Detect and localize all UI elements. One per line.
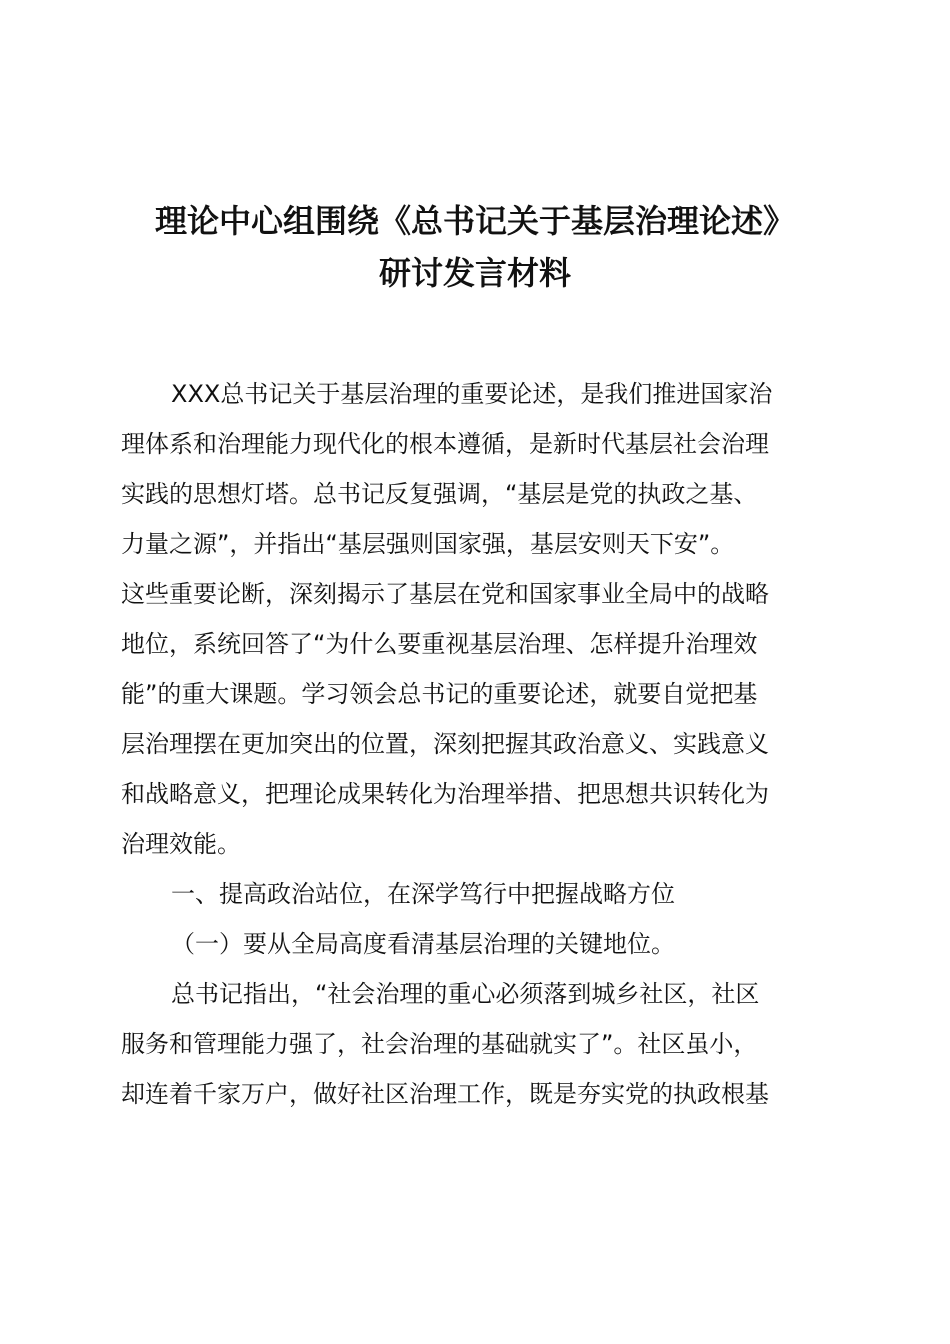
paragraph-line: XXX总书记关于基层治理的重要论述，是我们推进国家治 bbox=[171, 380, 773, 408]
document-title bbox=[110, 195, 840, 299]
paragraph-line: 却连着千家万户，做好社区治理工作，既是夯实党的执政根基 bbox=[121, 1080, 769, 1108]
paragraph-community bbox=[121, 969, 821, 1119]
paragraph-line: 这些重要论断，深刻揭示了基层在党和国家事业全局中的战略 bbox=[121, 580, 769, 608]
paragraph-intro bbox=[121, 369, 821, 869]
document-body bbox=[121, 369, 821, 1119]
subsection-heading: （一）要从全局高度看清基层治理的关键地位。 bbox=[171, 930, 675, 958]
paragraph-line: 理体系和治理能力现代化的根本遵循，是新时代基层社会治理 bbox=[121, 430, 769, 458]
paragraph-line: 力量之源”，并指出“基层强则国家强，基层安则天下安”。 bbox=[121, 530, 735, 558]
paragraph-line: 总书记指出，“社会治理的重心必须落到城乡社区，社区 bbox=[171, 980, 760, 1008]
paragraph-line: 能”的重大课题。学习领会总书记的重要论述，就要自觉把基 bbox=[121, 680, 758, 708]
title-line-2: 研讨发言材料 bbox=[378, 254, 571, 292]
title-line-1: 理论中心组围绕《总书记关于基层治理论述》 bbox=[154, 202, 795, 240]
paragraph-line: 实践的思想灯塔。总书记反复强调，“基层是党的执政之基、 bbox=[121, 480, 758, 508]
paragraph-line: 治理效能。 bbox=[121, 830, 241, 858]
paragraph-line: 层治理摆在更加突出的位置，深刻把握其政治意义、实践意义 bbox=[121, 730, 769, 758]
paragraph-line: 地位，系统回答了“为什么要重视基层治理、怎样提升治理效 bbox=[121, 630, 758, 658]
paragraph-line: 服务和管理能力强了，社会治理的基础就实了”。社区虽小， bbox=[121, 1030, 758, 1058]
section-heading: 一、提高政治站位，在深学笃行中把握战略方位 bbox=[171, 880, 675, 908]
paragraph-line: 和战略意义，把理论成果转化为治理举措、把思想共识转化为 bbox=[121, 780, 769, 808]
